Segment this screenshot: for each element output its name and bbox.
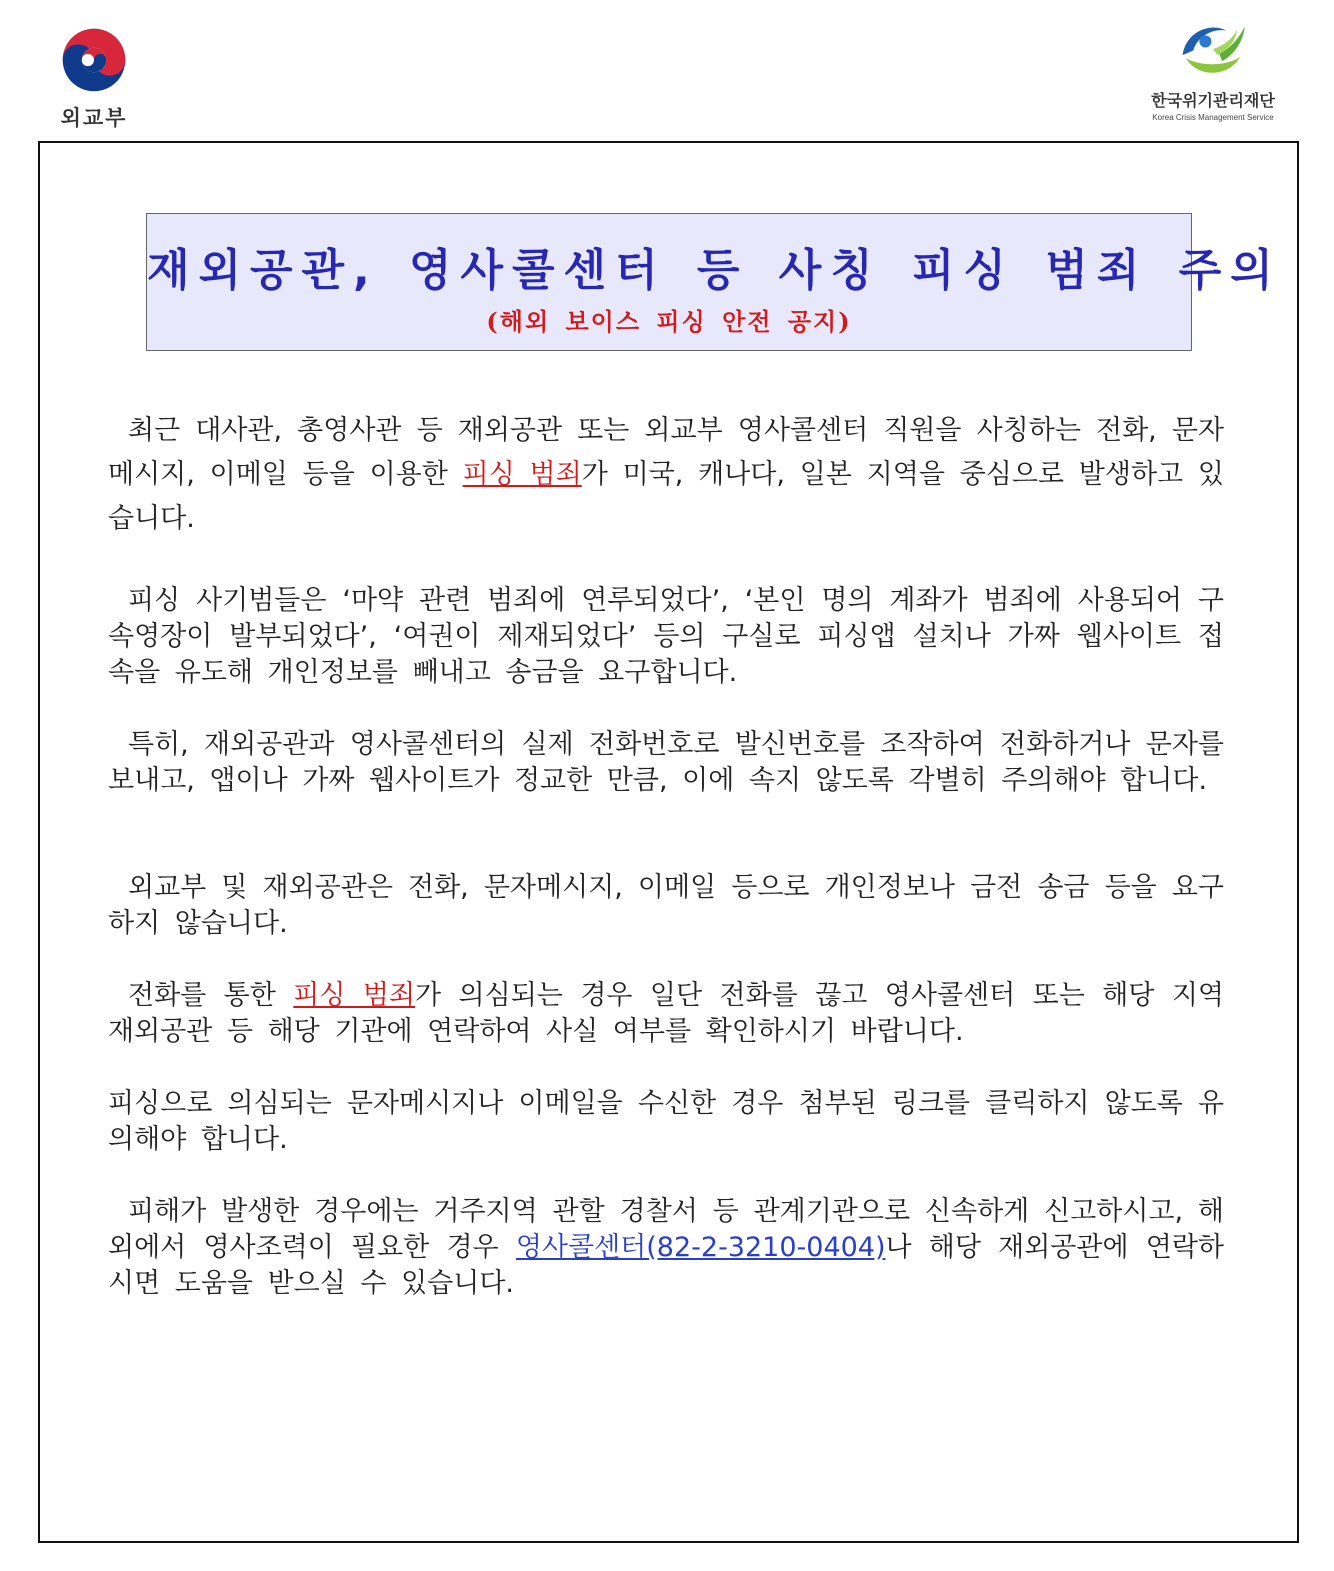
notice-frame [38, 141, 1299, 1543]
paragraph-2 [108, 583, 1224, 691]
paragraph-7 [108, 1194, 1224, 1302]
paragraph-3 [108, 727, 1224, 799]
mofa-name: 외교부 [60, 106, 128, 130]
paragraph-7-text-b: 나 해당 재외공관에 연락하시면 도움을 받으실 수 있습니다. [108, 1232, 1224, 1299]
title-box [146, 213, 1282, 351]
phishing-crime-highlight: 피싱 범죄 [293, 980, 416, 1011]
taegeuk-icon [60, 26, 128, 94]
kcms-logo [1138, 18, 1288, 122]
notice-subtitle: (해외 보이스 피싱 안전 공지) [486, 307, 852, 336]
paragraph-1-text-a: 최근 대사관, 총영사관 등 재외공관 또는 외교부 영사콜센터 직원을 사칭하는 전화, 문자메시지, 이메일 등을 이용한 [108, 415, 1224, 490]
kcms-subtitle: Korea Crisis Management Service [1152, 113, 1274, 122]
kcms-emblem-icon [1175, 18, 1251, 80]
paragraph-4-text: 외교부 및 재외공관은 전화, 문자메시지, 이메일 등으로 개인정보나 금전 송금 등을 요구하지 않습니다. [108, 872, 1224, 939]
mofa-logo [56, 26, 132, 132]
paragraph-4 [108, 870, 1224, 942]
paragraph-6-text: 피싱으로 의심되는 문자메시지나 이메일을 수신한 경우 첨부된 링크를 클릭하지 않도록 유의해야 합니다. [108, 1088, 1224, 1155]
paragraph-5-text-b: 가 의심되는 경우 일단 전화를 끊고 영사콜센터 또는 해당 지역 재외공관 등 해당 기관에 연락하여 사실 여부를 확인하시기 바랍니다. [108, 980, 1224, 1047]
paragraph-7-text-a: 피해가 발생한 경우에는 거주지역 관할 경찰서 등 관계기관으로 신속하게 신고하시고, 해외에서 영사조력이 필요한 경우 [108, 1196, 1224, 1263]
paragraph-3-text: 특히, 재외공관과 영사콜센터의 실제 전화번호로 발신번호를 조작하여 전화하거나 문자를 보내고, 앱이나 가짜 웹사이트가 정교한 만큼, 이에 속지 않도록 각별히 주의해야 합니다. [108, 729, 1224, 796]
notice-title: 재외공관, 영사콜센터 등 사칭 피싱 범죄 주의 [147, 245, 1282, 296]
paragraph-6 [108, 1086, 1224, 1158]
consular-call-center-link[interactable]: 영사콜센터(82-2-3210-0404) [515, 1232, 886, 1263]
paragraph-2-text: 피싱 사기범들은 ‘마약 관련 범죄에 연루되었다’, ‘본인 명의 계좌가 범죄에 사용되어 구속영장이 발부되었다’, ‘여권이 제재되었다’ 등의 구실로 피싱앱 설치나 가짜 웹사이트 접속을 유도해 개인정보를 빼내고 송금을 요구합니다. [108, 585, 1224, 688]
paragraph-5 [108, 978, 1224, 1050]
paragraph-5-text-a: 전화를 통한 [128, 980, 294, 1011]
paragraph-1 [108, 409, 1224, 541]
paragraph-1-text-b: 가 미국, 캐나다, 일본 지역을 중심으로 발생하고 있습니다. [108, 459, 1224, 534]
phishing-crime-highlight: 피싱 범죄 [462, 459, 582, 490]
kcms-name: 한국위기관리재단 [1151, 91, 1275, 110]
